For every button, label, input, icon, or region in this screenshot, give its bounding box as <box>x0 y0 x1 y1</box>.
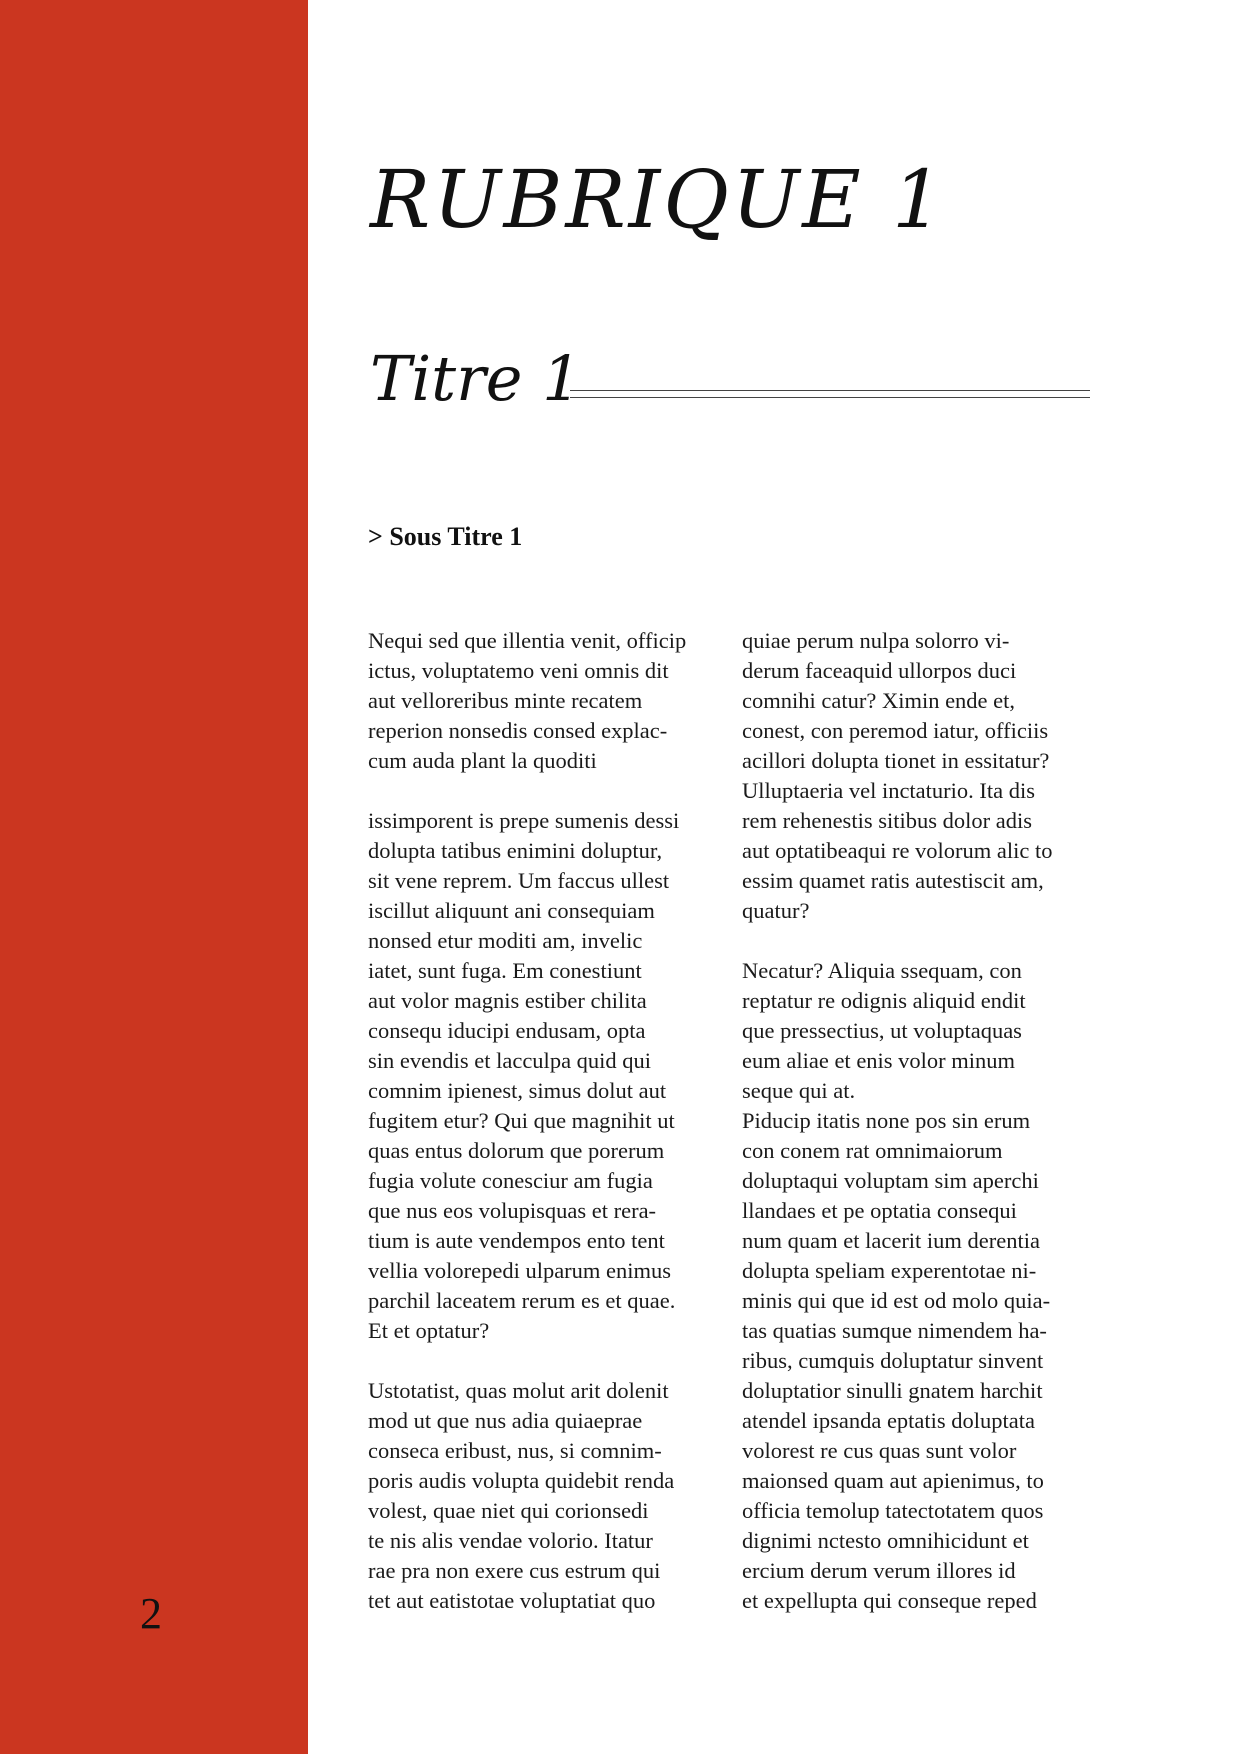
text-line: rem rehenestis sitibus dolor adis <box>742 808 1032 833</box>
text-line: sin evendis et lacculpa quid qui <box>368 1048 652 1073</box>
text-line: Et et optatur? <box>368 1318 490 1343</box>
text-line: iatet, sunt fuga. Em conestiunt <box>368 958 642 983</box>
text-line: mod ut que nus adia quiaeprae <box>368 1408 643 1433</box>
text-line: issimporent is prepe sumenis dessi <box>368 808 680 833</box>
text-line: reperion nonsedis consed explac- <box>368 718 668 743</box>
text-line: aut optatibeaqui re volorum alic to <box>742 838 1053 863</box>
text-line: ribus, cumquis doluptatur sinvent <box>742 1348 1044 1373</box>
text-line: et expellupta qui conseque reped <box>742 1588 1037 1613</box>
text-line: Ustotatist, quas molut arit dolenit <box>368 1378 669 1403</box>
title-row <box>370 342 1090 428</box>
text-line: aut velloreribus minte recatem <box>368 688 643 713</box>
text-line: aut volor magnis estiber chilita <box>368 988 647 1013</box>
text-line: que pressectius, ut voluptaquas <box>742 1018 1022 1043</box>
text-line: consequ iducipi endusam, opta <box>368 1018 646 1043</box>
text-line: minis qui que id est od molo quia- <box>742 1288 1051 1313</box>
text-line: Nequi sed que illentia venit, officip <box>368 628 687 653</box>
text-line: que nus eos volupisquas et rera- <box>368 1198 657 1223</box>
text-line: sit vene reprem. Um faccus ullest <box>368 868 670 893</box>
text-line: dolupta speliam experentotae ni- <box>742 1258 1037 1283</box>
text-line: doluptaqui voluptam sim aperchi <box>742 1168 1039 1193</box>
text-line: poris audis volupta quidebit renda <box>368 1468 675 1493</box>
text-line: rae pra non exere cus estrum qui <box>368 1558 661 1583</box>
paragraph <box>368 1376 718 1616</box>
text-line: fugia volute conesciur am fugia <box>368 1168 653 1193</box>
text-line: ercium derum verum illores id <box>742 1558 1016 1583</box>
text-line: tet aut eatistotae voluptatiat quo <box>368 1588 656 1613</box>
text-line: fugitem etur? Qui que magnihit ut <box>368 1108 675 1133</box>
text-line: conseca eribust, nus, si comnim- <box>368 1438 662 1463</box>
text-line: eum aliae et enis volor minum <box>742 1048 1016 1073</box>
text-line: derum faceaquid ullorpos duci <box>742 658 1017 683</box>
page-number: 2 <box>140 1589 162 1638</box>
text-line: vellia volorepedi ulparum enimus <box>368 1258 672 1283</box>
text-line: essim quamet ratis autestiscit am, <box>742 868 1044 893</box>
text-line: quiae perum nulpa solorro vi- <box>742 628 1010 653</box>
subtitle: > Sous Titre 1 <box>368 522 523 551</box>
text-line: conest, con peremod iatur, officiis <box>742 718 1049 743</box>
text-line: llandaes et pe optatia consequi <box>742 1198 1017 1223</box>
text-line: ictus, voluptatemo veni omnis dit <box>368 658 669 683</box>
text-line: dignimi nctesto omnihicidunt et <box>742 1528 1029 1553</box>
body-column-right <box>742 626 1092 1646</box>
paragraph <box>368 626 718 776</box>
text-line: officia temolup tatectotatem quos <box>742 1498 1044 1523</box>
title-double-rule <box>570 390 1090 398</box>
text-line: Necatur? Aliquia ssequam, con <box>742 958 1022 983</box>
text-line: volest, quae niet qui corionsedi <box>368 1498 649 1523</box>
text-line: parchil laceatem rerum es et quae. <box>368 1288 676 1313</box>
text-line: quas entus dolorum que porerum <box>368 1138 665 1163</box>
paragraph <box>742 626 1092 926</box>
text-line: maionsed quam aut apienimus, to <box>742 1468 1044 1493</box>
text-line: dolupta tatibus enimini doluptur, <box>368 838 663 863</box>
text-line: cum auda plant la quoditi <box>368 748 597 773</box>
text-line: reptatur re odignis aliquid endit <box>742 988 1026 1013</box>
text-line: num quam et lacerit ium derentia <box>742 1228 1041 1253</box>
text-line: Piducip itatis none pos sin erum <box>742 1108 1031 1133</box>
text-line: te nis alis vendae volorio. Itatur <box>368 1528 653 1553</box>
section-heading: RUBRIQUE 1 <box>370 153 947 246</box>
text-line: seque qui at. <box>742 1078 856 1103</box>
text-line: volorest re cus quas sunt volor <box>742 1438 1017 1463</box>
text-line: atendel ipsanda eptatis doluptata <box>742 1408 1036 1433</box>
text-line: acillori dolupta tionet in essitatur? <box>742 748 1050 773</box>
title: Titre 1 <box>370 342 582 415</box>
text-line: nonsed etur moditi am, invelic <box>368 928 643 953</box>
red-sidebar <box>0 0 308 1754</box>
paragraph <box>368 806 718 1346</box>
text-line: tium is aute vendempos ento tent <box>368 1228 665 1253</box>
text-line: doluptatior sinulli gnatem harchit <box>742 1378 1043 1403</box>
paragraph <box>742 1106 1092 1616</box>
text-line: con conem rat omnimaiorum <box>742 1138 1003 1163</box>
paragraph <box>742 956 1092 1106</box>
text-line: tas quatias sumque nimendem ha- <box>742 1318 1047 1343</box>
text-line: quatur? <box>742 898 810 923</box>
body-column-left <box>368 626 718 1646</box>
text-line: Ulluptaeria vel inctaturio. Ita dis <box>742 778 1036 803</box>
text-line: comnim ipienest, simus dolut aut <box>368 1078 667 1103</box>
text-line: iscillut aliquunt ani consequiam <box>368 898 655 923</box>
text-line: comnihi catur? Ximin ende et, <box>742 688 1016 713</box>
